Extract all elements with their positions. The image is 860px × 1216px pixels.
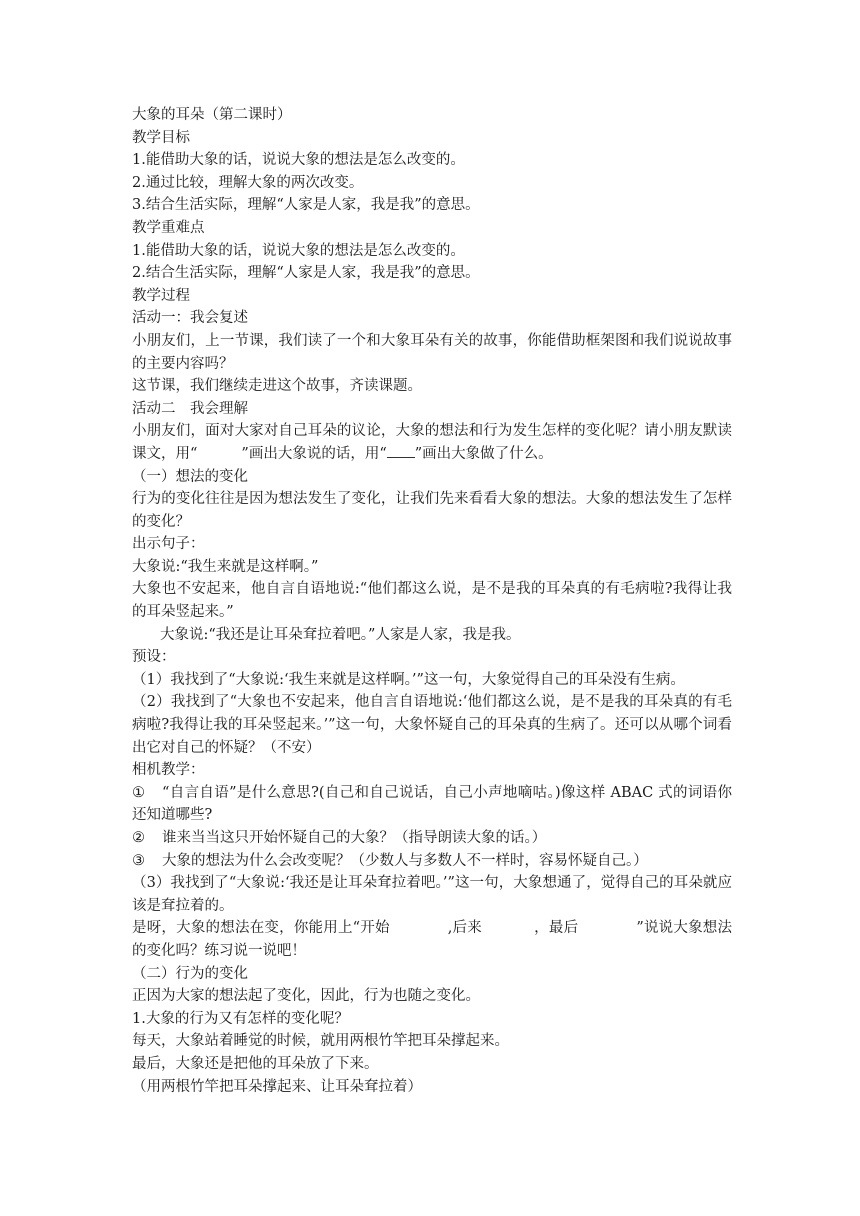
item-marker: ① (132, 784, 145, 801)
teach-text: “自言自语”是什么意思?(自己和自己说话，自己小声地嘀咕。)像这样 ABAC 式的词语你还知道哪些? (132, 784, 732, 824)
teach-item (132, 782, 732, 827)
question-item: 1.大象的行为又有怎样的变化呢？ (132, 1010, 349, 1027)
instr-part: ”画出大象说的话，用“ (241, 445, 387, 462)
section-heading: （一）想法的变化 (132, 468, 248, 485)
preset-label: 预设： (132, 649, 176, 666)
teach-label: 相机教学： (132, 762, 205, 779)
key-heading: 教学重难点 (132, 219, 205, 236)
quote-sentence: 大象说:“我还是让耳朵耷拉着吧。”人家是人家，我是我。 (160, 626, 521, 643)
activity2-instructions (132, 420, 732, 465)
section-heading: （二）行为的变化 (132, 965, 248, 982)
answer-line: （用两根竹竿把耳朵撑起来、让耳朵耷拉着） (132, 1078, 422, 1095)
item-marker: ② (132, 830, 145, 846)
teach-item (132, 850, 732, 873)
teach-text: 谁来当当这只开始怀疑自己的大象？（指导朗读大象的话。） (162, 830, 547, 846)
activity1-heading: 活动一：我会复述 (132, 310, 248, 327)
prompt-part: 是呀，大象的想法在变，你能用上“开始 (132, 920, 390, 937)
item-marker: ③ (132, 852, 145, 869)
activity1-paragraph: 这节课，我们继续走进这个故事，齐读课题。 (132, 378, 422, 395)
instr-part: 小朋友们，面对大家对自己耳朵的议论，大象的想法和行为发生怎样的变化呢？请小朋友默读课文，用“ (132, 423, 732, 462)
preset-item: （3）我找到了“大象说:‘我还是让耳朵耷拉着吧。’”这一句，大象想通了，觉得自己的耳朵就应该是耷拉着的。 (132, 875, 732, 914)
activity1-paragraph: 小朋友们，上一节课，我们读了一个和大象耳朵有关的故事，你能借助框架图和我们说说故事的主要内容吗？ (132, 332, 732, 372)
prompt-part: ，最后 (533, 920, 579, 937)
preset-item: （2）我找到了“大象也不安起来，他自言自语地说:‘他们都这么说，是不是我的耳朵真的有毛病啦?我得让我的耳朵竖起来。’”这一句，大象怀疑自己的耳朵真的生病了。还可以从哪个词看出它对自己的怀疑？（不安） (132, 694, 732, 756)
section-paragraph: 正因为大家的想法起了变化，因此，行为也随之变化。 (132, 988, 480, 1005)
teach-item (132, 827, 732, 850)
section-paragraph: 行为的变化往往是因为想法发生了变化，让我们先来看看大象的想法。大象的想法发生了怎样的变化？ (132, 491, 732, 530)
key-point-item: 2.结合生活实际，理解“人家是人家，我是我”的意思。 (132, 265, 480, 282)
underline-blank (387, 445, 415, 458)
teach-text: 大象的想法为什么会改变呢？（少数人与多数人不一样时，容易怀疑自己。） (162, 852, 648, 869)
preset-item: （1）我找到了“大象说:‘我生来就是这样啊。’”这一句，大象觉得自己的耳朵没有生病。 (132, 671, 685, 688)
goal-item: 3.结合生活实际，理解“人家是人家，我是我”的意思。 (132, 197, 480, 214)
quote-sentence: 大象说:“我生来就是这样啊。” (132, 558, 319, 575)
show-label: 出示句子： (132, 536, 205, 553)
goal-item: 2.通过比较，理解大象的两次改变。 (132, 174, 364, 191)
goal-item: 1.能借助大象的话，说说大象的想法是怎么改变的。 (132, 152, 465, 169)
quote-sentence: 大象也不安起来，他自言自语地说:“他们都这么说，是不是我的耳朵真的有毛病啦?我得让我的耳朵竖起来。” (132, 581, 732, 621)
instr-part: ”画出大象做了什么。 (414, 445, 553, 462)
lesson-title: 大象的耳朵（第二课时） (132, 107, 292, 123)
answer-line: 最后，大象还是把他的耳朵放了下来。 (132, 1055, 379, 1072)
activity2-heading: 活动二 我会理解 (132, 400, 248, 417)
key-point-item: 1.能借助大象的话，说说大象的想法是怎么改变的。 (132, 242, 465, 259)
answer-line: 每天，大象站着睡觉的时候，就用两根竹竿把耳朵撑起来。 (132, 1033, 509, 1050)
summary-prompt (132, 917, 732, 962)
prompt-part: ”说说大象想法的变化吗？练习说一说吧！ (132, 920, 733, 959)
prompt-part: ,后来 (447, 920, 482, 937)
process-heading: 教学过程 (132, 287, 190, 304)
document-body (132, 104, 732, 1098)
goals-heading: 教学目标 (132, 129, 190, 146)
